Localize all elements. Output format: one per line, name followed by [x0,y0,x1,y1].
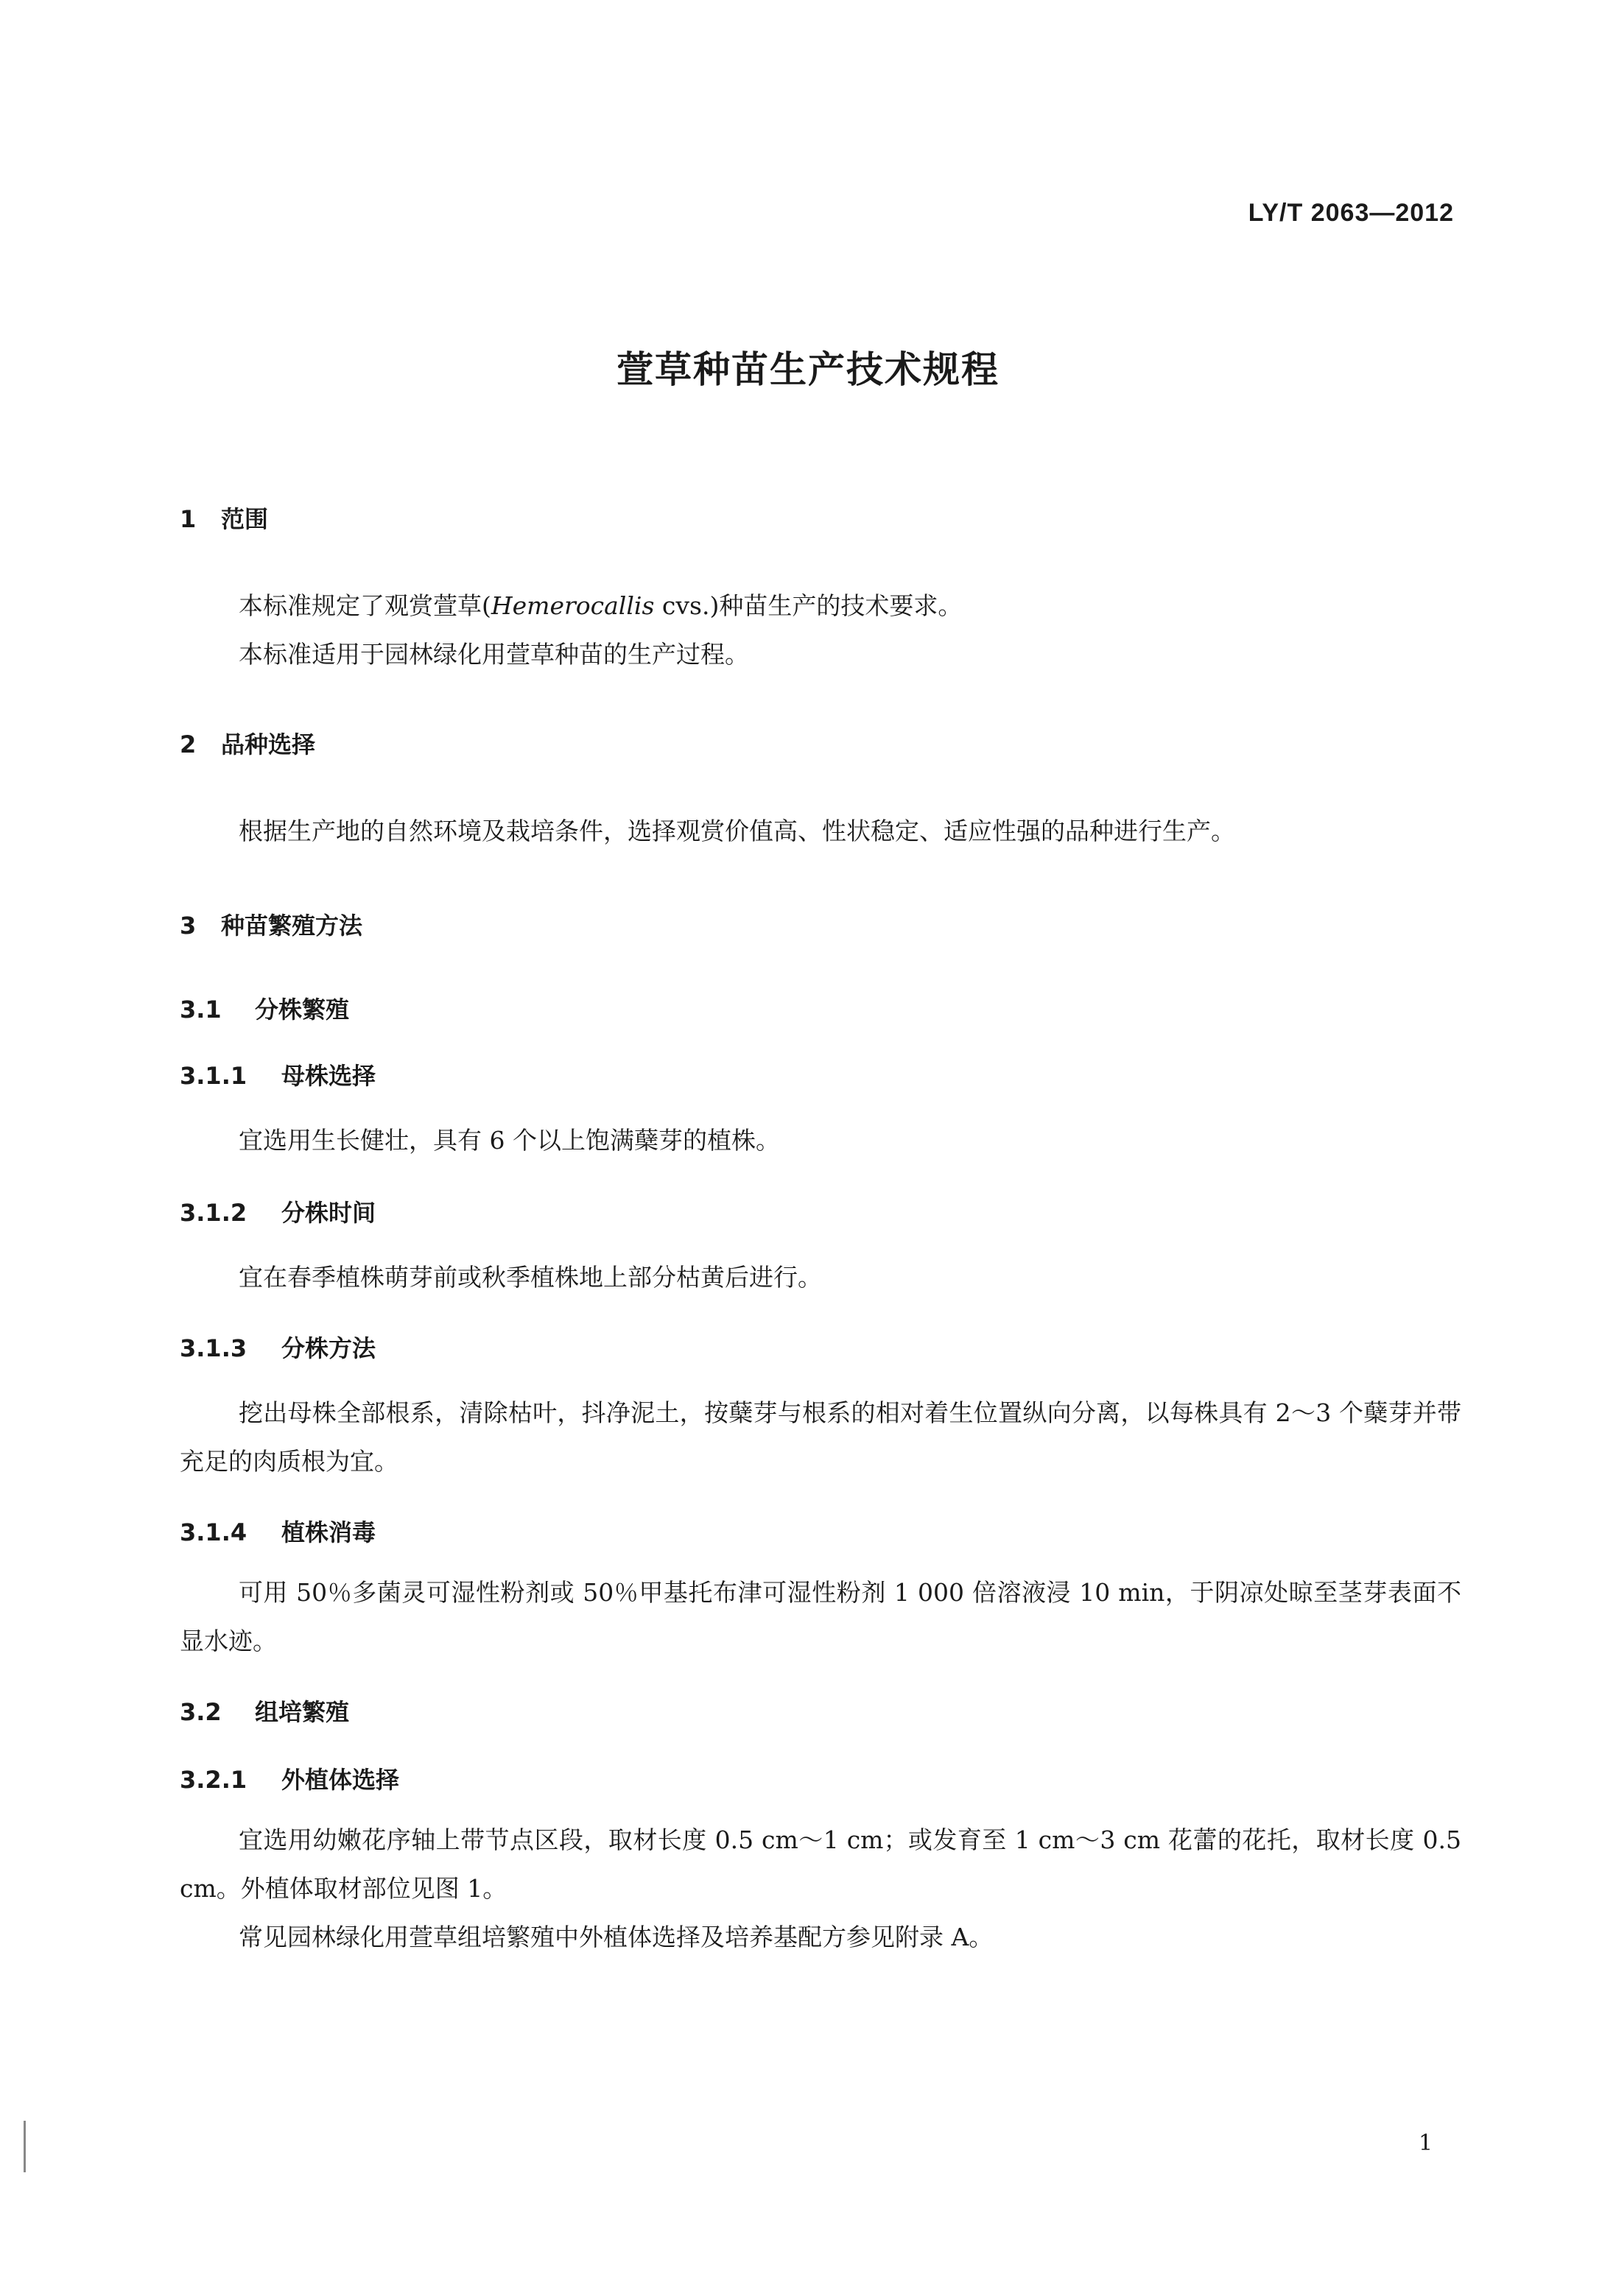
scan-margin-mark [24,2121,26,2172]
text: 本标准规定了观赏萱草( [239,591,491,620]
heading-number: 3 [180,912,197,940]
paragraph-explant-selection-2: 常见园林绿化用萱草组培繁殖中外植体选择及培养基配方参见附录 A。 [239,1923,994,1951]
page-number: 1 [1419,2130,1433,2156]
heading-number: 3.1.3 [180,1334,247,1362]
paragraph-explant-selection-1: 宜选用幼嫩花序轴上带节点区段，取材长度 0.5 cm～1 cm；或发育至 1 cm～3 cm 花蕾的花托，取材长度 0.5 cm。外植体取材部位见图 1。 [180,1825,1461,1903]
heading-number: 3.1 [180,996,222,1024]
heading-number: 1 [180,505,197,533]
paragraph-variety-selection: 根据生产地的自然环境及栽培条件，选择观赏价值高、性状稳定、适应性强的品种进行生产。 [239,817,1235,845]
heading-number: 3.1.4 [180,1518,247,1546]
heading-text: 分株时间 [281,1199,376,1227]
heading-text: 分株方法 [281,1334,376,1362]
heading-scope [180,501,268,535]
heading-division-time [180,1194,376,1228]
paragraph-scope-1 [180,582,1461,630]
heading-text: 母株选择 [281,1062,376,1090]
heading-text: 组培繁殖 [255,1698,350,1726]
heading-division-propagation [180,991,349,1025]
standard-code: LY/T 2063—2012 [1248,199,1454,227]
heading-number: 3.1.1 [180,1062,247,1090]
heading-number: 3.1.2 [180,1199,247,1227]
heading-text: 品种选择 [221,730,316,758]
heading-plant-disinfection [180,1514,376,1548]
document-title: 萱草种苗生产技术规程 [616,348,1000,391]
heading-text: 植株消毒 [281,1518,376,1546]
paragraph-division-time: 宜在春季植株萌芽前或秋季植株地上部分枯黄后进行。 [239,1263,822,1292]
heading-text: 分株繁殖 [255,996,350,1024]
text: cvs.)种苗生产的技术要求。 [654,591,963,620]
paragraph-mother-plant-selection: 宜选用生长健壮，具有 6 个以上饱满蘖芽的植株。 [239,1126,780,1155]
paragraph-scope-2: 本标准适用于园林绿化用萱草种苗的生产过程。 [239,640,749,669]
paragraph-division-method: 挖出母株全部根系，清除枯叶，抖净泥土，按蘖芽与根系的相对着生位置纵向分离，以每株具有 2～3 个蘖芽并带充足的肉质根为宜。 [180,1398,1461,1476]
latin-genus: Hemerocallis [491,591,655,620]
heading-tissue-culture [180,1694,349,1728]
paragraph-plant-disinfection: 可用 50％多菌灵可湿性粉剂或 50％甲基托布津可湿性粉剂 1 000 倍溶液浸 10 min，于阴凉处晾至茎芽表面不显水迹。 [180,1578,1461,1655]
heading-text: 范围 [221,505,269,533]
heading-explant-selection [180,1761,399,1795]
heading-text: 种苗繁殖方法 [221,912,363,940]
heading-number: 3.2 [180,1698,222,1726]
heading-mother-plant-selection [180,1057,376,1091]
heading-number: 3.2.1 [180,1766,247,1794]
heading-variety-selection [180,726,315,760]
heading-division-method [180,1330,376,1364]
heading-number: 2 [180,730,197,758]
heading-propagation-methods [180,907,362,941]
heading-text: 外植体选择 [281,1766,400,1794]
